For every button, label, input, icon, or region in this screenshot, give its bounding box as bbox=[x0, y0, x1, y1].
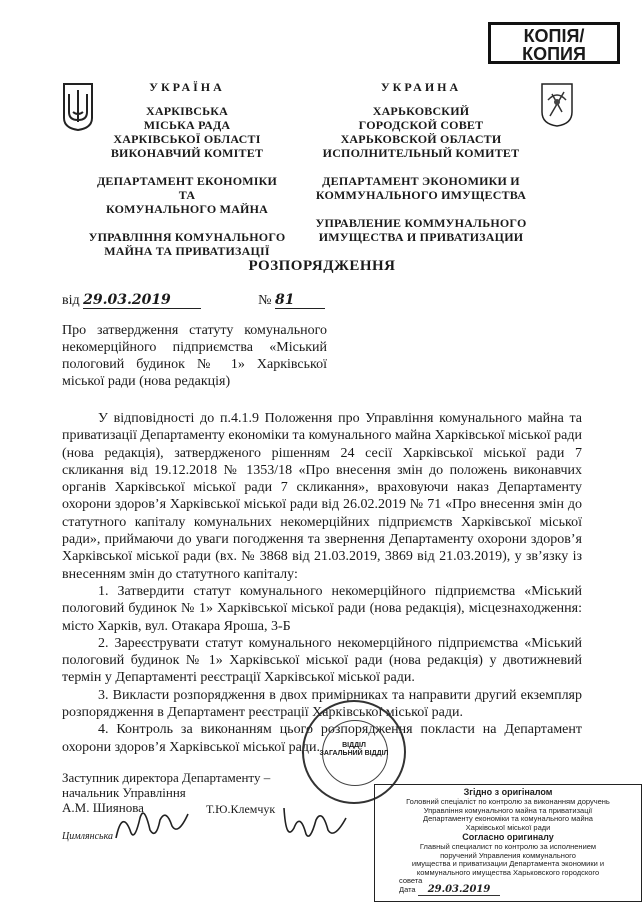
date-label: від bbox=[62, 293, 80, 308]
certification-stamp bbox=[374, 784, 642, 902]
kharkiv-coat-of-arms-icon bbox=[540, 82, 574, 128]
header-right-line: ИСПОЛНИТЕЛЬНЫЙ КОМИТЕТ bbox=[322, 146, 520, 160]
header-right-line: ИМУЩЕСТВА И ПРИВАТИЗАЦИИ bbox=[318, 230, 524, 244]
certify-date-line bbox=[399, 883, 637, 895]
header-right-line: ХАРЬКОВСКОЙ ОБЛАСТИ bbox=[340, 132, 502, 146]
header-left-line: ДЕПАРТАМЕНТ ЕКОНОМІКИ ТА bbox=[96, 174, 278, 202]
document-subject: Про затвердження статуту комунального некомерційного підприємства «Міський пологовий будинок № 1» Харківської міської ради (нова редакція) bbox=[62, 323, 327, 389]
header-right-line: УПРАВЛЕНИЕ КОММУНАЛЬНОГО bbox=[315, 216, 527, 230]
certify-line: Головний спеціаліст по контролю за виконанням доручень bbox=[406, 797, 610, 806]
certify-date: 29.03.2019 bbox=[418, 884, 501, 896]
header-right-office bbox=[310, 216, 532, 244]
header-left-line: ХАРКІВСЬКОЇ ОБЛАСТІ bbox=[113, 132, 261, 146]
certify-heading-ua: Згідно з оригіналом bbox=[463, 787, 553, 797]
header-left-line: УПРАВЛІННЯ КОМУНАЛЬНОГО bbox=[88, 230, 286, 244]
round-stamp-line: ЗАГАЛЬНИЙ ВІДДІЛ bbox=[319, 750, 389, 757]
header-left-line: ХАРКІВСЬКА bbox=[145, 104, 228, 118]
header-right-line: ГОРОДСКОЙ СОВЕТ bbox=[358, 118, 484, 132]
certify-line: совета bbox=[399, 876, 423, 885]
header-left-line: ВИКОНАВЧИЙ КОМІТЕТ bbox=[110, 146, 264, 160]
body-paragraph: 4. Контроль за виконанням цього розпорядження покласти на Департамент охорони здоров’я Харківської міської ради. bbox=[62, 722, 582, 755]
executor-small-name: Цимлянська bbox=[62, 831, 113, 842]
number-label: № bbox=[258, 293, 272, 308]
executor-name: Т.Ю.Клемчук bbox=[206, 802, 276, 816]
document-date: 29.03.2019 bbox=[83, 292, 201, 309]
header-left-line: МАЙНА ТА ПРИВАТИЗАЦІЇ bbox=[104, 244, 270, 258]
signature-title-line1: Заступник директора Департаменту – bbox=[62, 770, 271, 785]
header-left-country: УКРАЇНА bbox=[149, 80, 225, 94]
header-right-council bbox=[310, 104, 532, 160]
certify-line: Харківської міської ради bbox=[465, 822, 551, 832]
certify-date-label: Дата bbox=[399, 884, 416, 894]
document-body bbox=[62, 410, 582, 756]
body-paragraph: 2. Зареєструвати статут комунального некомерційного підприємства «Міський пологовий будинок № 1» Харківської міської ради (нова редакція) у двотижневий термін у Департаменті реєстрації Харківської міської ради. bbox=[62, 635, 582, 686]
document-number: 81 bbox=[275, 292, 325, 309]
header-left-department bbox=[88, 174, 286, 216]
header-right-line: ХАРЬКОВСКИЙ bbox=[372, 104, 470, 118]
header-left-line: МІСЬКА РАДА bbox=[143, 118, 231, 132]
certify-line: коммунального имущества Харьковского городского bbox=[416, 867, 600, 877]
copy-stamp-line1: КОПІЯ/ bbox=[523, 26, 585, 46]
copy-stamp-line2: КОПИЯ bbox=[522, 44, 586, 64]
body-paragraph: 3. Викласти розпорядження в двох примірниках та направити другий екземпляр розпорядження в Департамент реєстрації Харківської міської ради. bbox=[62, 687, 582, 721]
header-left bbox=[88, 80, 286, 272]
body-paragraph: 1. Затвердити статут комунального некомерційного підприємства «Міський пологовий будинок № 1» Харківської міської ради (нова редакція), місцезнаходження: місто Харків, вул. Отакара Яроша, 3-Б bbox=[62, 583, 582, 634]
signatory-name: А.М. Шиянова bbox=[62, 800, 144, 815]
copy-stamp bbox=[488, 22, 620, 64]
certify-line: Управління комунального майна та приватизації bbox=[423, 805, 593, 815]
header-right-line: ДЕПАРТАМЕНТ ЭКОНОМИКИ И bbox=[322, 174, 520, 188]
header-right-line: КОММУНАЛЬНОГО ИМУЩЕСТВА bbox=[315, 188, 527, 202]
header-left-line: КОМУНАЛЬНОГО МАЙНА bbox=[105, 202, 268, 216]
document-title: РОЗПОРЯДЖЕННЯ bbox=[248, 258, 396, 274]
signature-title-line2: начальник Управління bbox=[62, 785, 186, 800]
header-left-office bbox=[88, 230, 286, 258]
certify-heading-ru: Согласно оригиналу bbox=[462, 832, 554, 842]
body-paragraph: У відповідності до п.4.1.9 Положення про Управління комунального майна та приватизації Департаменту економіки та комунального майна Харківської міської ради (нова редакція), затвердженого рішенням 24 сесії Харківської міської ради 7 скликання від 19.12.2018 № 1353/18 «Про внесення змін до положень виконавчих органів Харківської міської ради 7 скликання», враховуючи наказ Департаменту охорони здоров’я Харківської міської ради від 26.02.2019 № 71 «Про внесення змін до статутного капіталу комунальних некомерційних підприємств Харківської міської ради», приймаючи до уваги погодження та звернення Департаменту охорони здоров’я Харківської міської ради (вх. № 3868 від 21.03.2019, 3869 від 21.03.2019), у зв’язку із внесенням змін до статутного капіталу: bbox=[62, 411, 582, 582]
round-stamp-line: ВІДДІЛ bbox=[342, 742, 366, 749]
signature-scribble-icon bbox=[112, 800, 192, 850]
header-left-council bbox=[88, 104, 286, 160]
round-stamp-text bbox=[304, 742, 404, 758]
signature-scribble-icon bbox=[280, 798, 350, 848]
date-number-line bbox=[62, 292, 325, 309]
header-right bbox=[310, 80, 532, 258]
header-right-department bbox=[310, 174, 532, 202]
certify-line: Департаменту економіки та комунального майна bbox=[423, 814, 593, 823]
certify-line: поручений Управления коммунального bbox=[440, 850, 576, 860]
certify-line: имущества и приватизации Департамента экономики и bbox=[411, 859, 605, 868]
certify-line: Главный специалист по контролю за исполнением bbox=[419, 842, 597, 851]
header-right-country: УКРАИНА bbox=[380, 80, 462, 94]
